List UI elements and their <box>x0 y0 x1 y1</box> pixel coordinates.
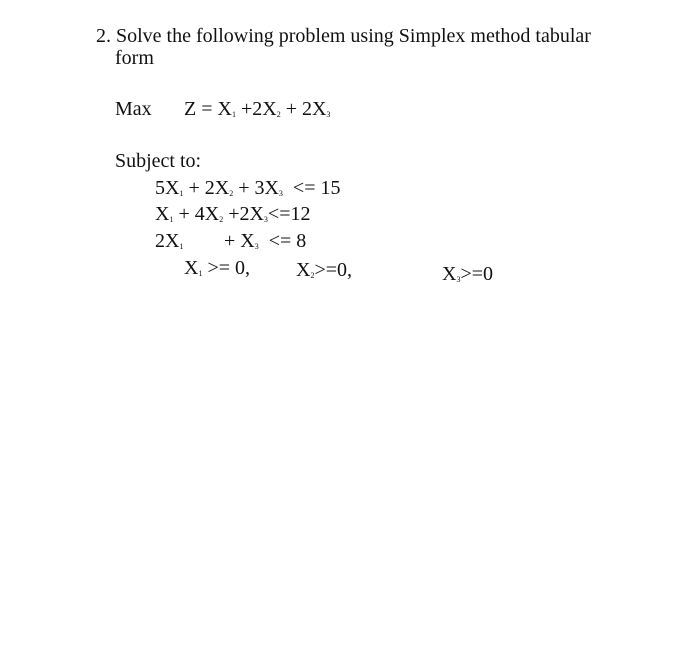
subscript: 3 <box>326 110 331 119</box>
objective-function <box>184 97 330 125</box>
term: + X <box>224 230 255 252</box>
subscript: 3 <box>456 275 461 284</box>
term: + 3X <box>233 177 279 199</box>
subscript: 1 <box>231 110 236 119</box>
subscript: 2 <box>310 271 315 280</box>
term: 2X <box>155 230 180 252</box>
problem-heading-line1: 2. Solve the following problem using Simplex method tabular <box>96 25 591 47</box>
term: X <box>184 257 199 279</box>
term-group <box>155 229 183 257</box>
subscript: 1 <box>169 215 174 224</box>
objective-z: Z = X <box>184 98 232 120</box>
subscript: 1 <box>179 189 184 198</box>
subscript: 1 <box>179 242 184 251</box>
term: X <box>155 203 170 225</box>
nonneg-x1 <box>184 256 250 284</box>
objective-label: Max <box>115 98 152 120</box>
subscript: 2 <box>276 110 281 119</box>
constraint-2 <box>155 202 310 230</box>
subject-to-label: Subject to: <box>115 150 202 172</box>
constraint-1 <box>155 176 340 204</box>
subscript: 3 <box>263 215 268 224</box>
rhs: >= 0, <box>202 257 251 279</box>
subscript: 3 <box>254 242 259 251</box>
rhs: <= 15 <box>282 177 341 199</box>
objective-term2: +2X <box>235 98 277 120</box>
rhs: >=0 <box>460 263 494 285</box>
rhs: >=0, <box>314 259 353 281</box>
term: X <box>442 263 457 285</box>
subscript: 1 <box>198 269 203 278</box>
nonneg-x2 <box>296 258 352 286</box>
nonneg-x3 <box>442 262 493 290</box>
term: +2X <box>223 203 264 225</box>
term: X <box>296 259 311 281</box>
objective-term3: + 2X <box>280 98 327 120</box>
term: 5X <box>155 177 180 199</box>
term: + 2X <box>183 177 230 199</box>
rhs: <=12 <box>267 203 311 225</box>
constraint-3 <box>155 229 355 253</box>
problem-heading-line2: form <box>115 47 154 69</box>
subscript: 2 <box>229 189 234 198</box>
subscript: 3 <box>278 189 283 198</box>
term-group <box>224 229 306 257</box>
term: + 4X <box>173 203 220 225</box>
subscript: 2 <box>219 215 224 224</box>
rhs: <= 8 <box>258 230 307 252</box>
